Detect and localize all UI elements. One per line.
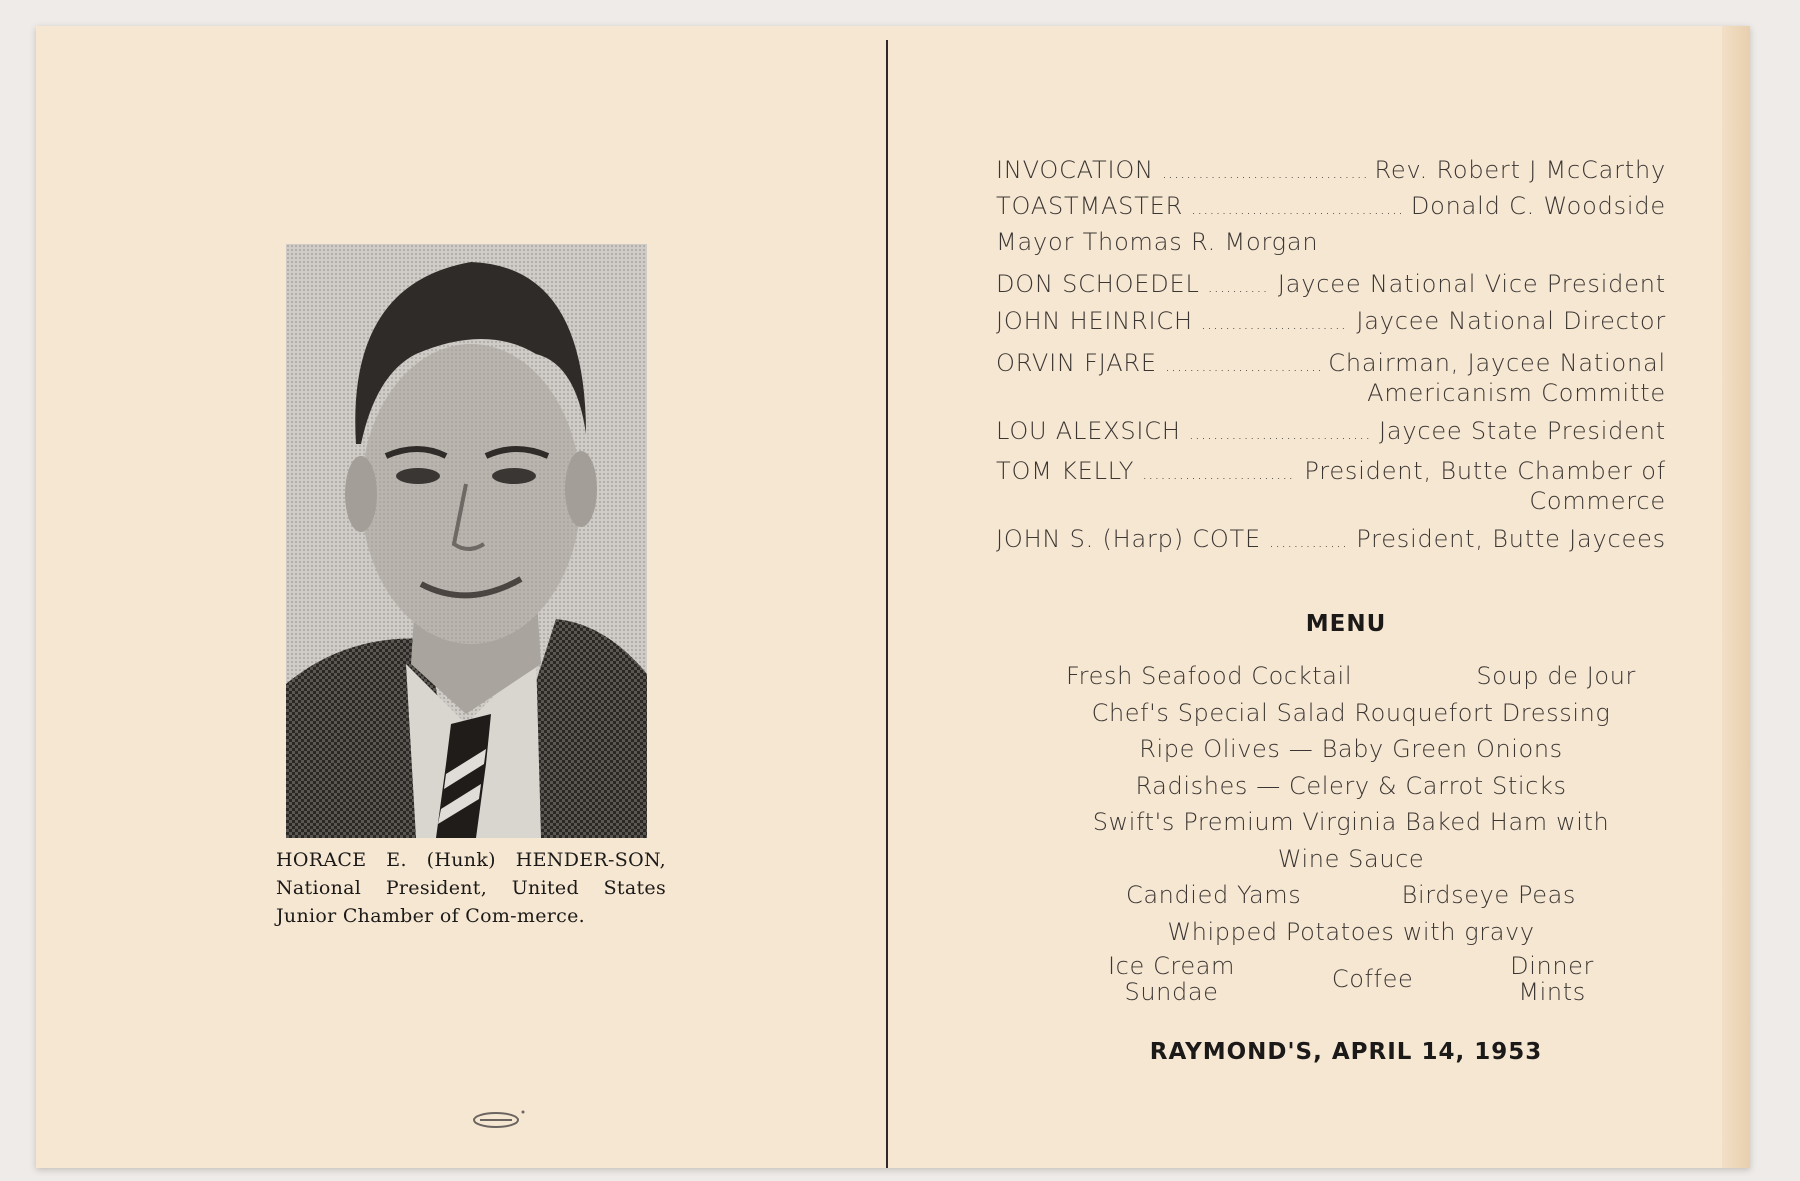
venue-date: RAYMOND'S, APRIL 14, 1953 [1149,1039,1543,1065]
program-role: JOHN HEINRICH [996,307,1193,335]
menu-item [1510,953,1594,1005]
program-row [996,417,1666,457]
leader-dots [1201,314,1349,333]
leader-dots [1191,199,1403,218]
program-name: Rev. Robert J McCarthy [1374,156,1666,184]
menu-line: Ripe Olives — Baby Green Onions [1139,735,1563,763]
menu-line [1036,658,1666,695]
portrait-photo [286,244,647,838]
program-name: Jaycee National Director [1356,307,1666,335]
menu-line [1036,877,1666,914]
menu-item: Soup de Jour [1476,662,1636,690]
menu-line: Whipped Potatoes with gravy [1167,917,1535,946]
union-label-icon [468,1108,528,1132]
menu-booklet [36,26,1750,1168]
program-name: Chairman, Jaycee National [1328,349,1666,377]
menu-item-line: Dinner [1510,952,1594,980]
program-list [996,156,1666,561]
menu-item: Fresh Seafood Cocktail [1066,662,1353,690]
program-name: President, Butte Chamber of [1304,457,1666,485]
leader-dots [1189,424,1371,443]
program-role: LOU ALEXSICH [996,417,1181,445]
program-name: Jaycee State President [1378,417,1666,445]
menu-item-line: Sundae [1124,978,1219,1006]
menu-item: Birdseye Peas [1401,881,1576,909]
photo-caption: HORACE E. (Hunk) HENDER-SON, National President, United States Junior Chamber of Com-merce. [276,849,666,927]
leader-dots [1269,532,1348,551]
leader-dots [1208,277,1270,296]
menu-items [1036,658,1666,1008]
program-name-continued: Americanism Committe [1367,379,1666,407]
menu-line: Chef's Special Salad Rouquefort Dressing [1091,698,1611,727]
program-row [996,307,1666,349]
leader-dots [1165,356,1320,375]
leader-dots [1162,163,1367,182]
menu-line [1036,950,1666,1008]
program-role: Mayor Thomas R. Morgan [996,228,1319,256]
menu-title: MENU [1305,611,1387,637]
program-role: INVOCATION [996,156,1154,184]
menu-item: Candied Yams [1126,881,1302,909]
program-name: President, Butte Jaycees [1356,525,1666,553]
center-fold [886,40,888,1168]
program-row [996,270,1666,307]
program-name-continued: Commerce [1529,487,1666,515]
leader-dots [1142,464,1296,483]
program-role: TOASTMASTER [996,192,1184,220]
program-role: ORVIN FJARE [996,349,1157,377]
program-role: JOHN S. (Harp) COTE [996,525,1261,553]
menu-line: Swift's Premium Virginia Baked Ham with [1092,808,1610,836]
menu-item-line: Mints [1518,978,1586,1006]
program-row [996,349,1666,417]
program-name: Jaycee National Vice President [1277,270,1666,298]
menu-item-line: Ice Cream [1108,952,1236,980]
program-role: DON SCHOEDEL [996,270,1200,298]
menu-item [1108,953,1235,1005]
program-row [996,228,1666,270]
program-row [996,525,1666,561]
program-row [996,156,1666,192]
menu-line: Wine Sauce [1277,844,1425,873]
menu-item: Coffee [1331,965,1414,993]
program-row [996,192,1666,228]
program-name: Donald C. Woodside [1410,192,1666,220]
program-row [996,457,1666,525]
program-role: TOM KELLY [996,457,1135,485]
menu-line: Radishes — Celery & Carrot Sticks [1135,771,1567,800]
